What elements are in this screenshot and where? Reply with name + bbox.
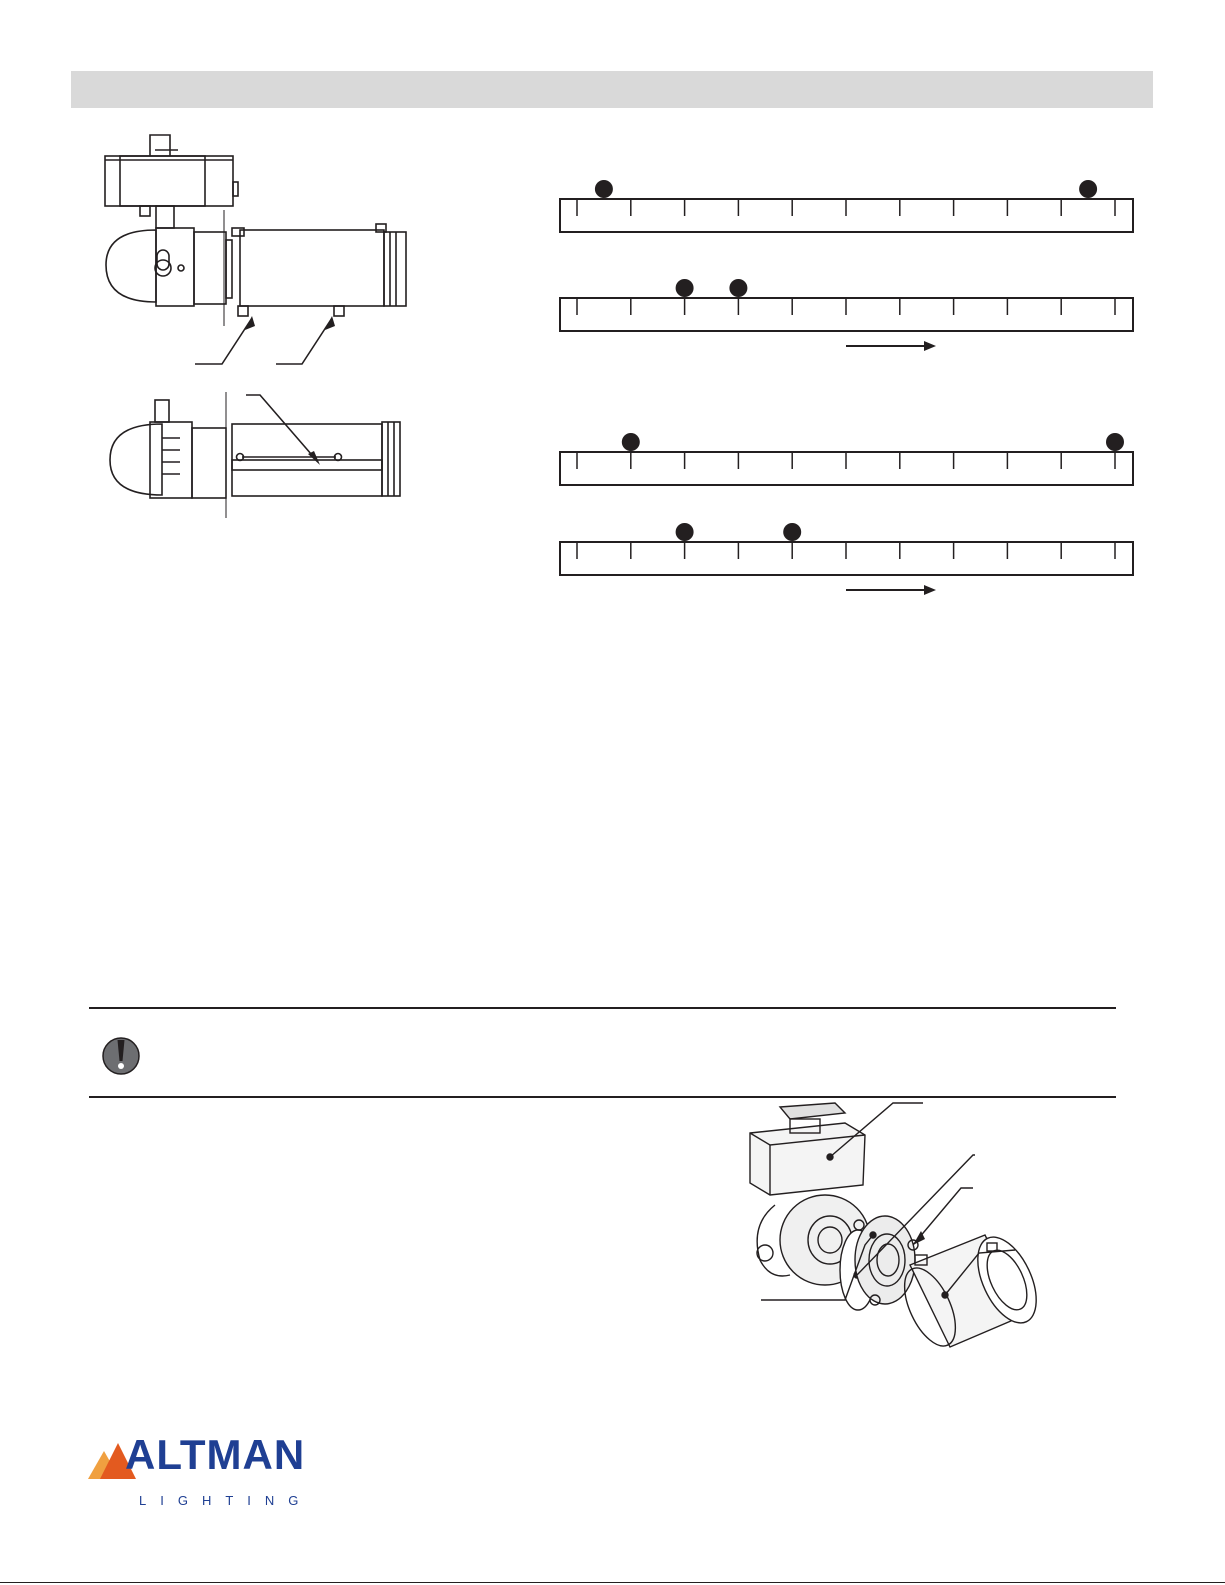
scale-marker (729, 279, 747, 297)
footer-rule (0, 1582, 1225, 1583)
direction-arrow-head (924, 585, 936, 595)
scale-strip (560, 279, 1133, 351)
scale-strip (560, 523, 1133, 595)
scale-marker (783, 523, 801, 541)
scale-marker (676, 279, 694, 297)
scale-marker (595, 180, 613, 198)
caution-exclamation-icon (101, 1036, 141, 1076)
scale-strip (560, 180, 1133, 232)
focus-scale-diagrams (0, 0, 1225, 620)
brand-name: ALTMAN (125, 1431, 306, 1478)
caution-top-rule (89, 1007, 1116, 1009)
brand-subtitle: LIGHTING (139, 1493, 313, 1508)
scale-marker (622, 433, 640, 451)
direction-arrow-head (924, 341, 936, 351)
scale-marker (1106, 433, 1124, 451)
scale-marker (676, 523, 694, 541)
scale-marker (1079, 180, 1097, 198)
scale-strip (560, 433, 1133, 485)
exploded-fixture-assembly-illustration (735, 1095, 1065, 1395)
